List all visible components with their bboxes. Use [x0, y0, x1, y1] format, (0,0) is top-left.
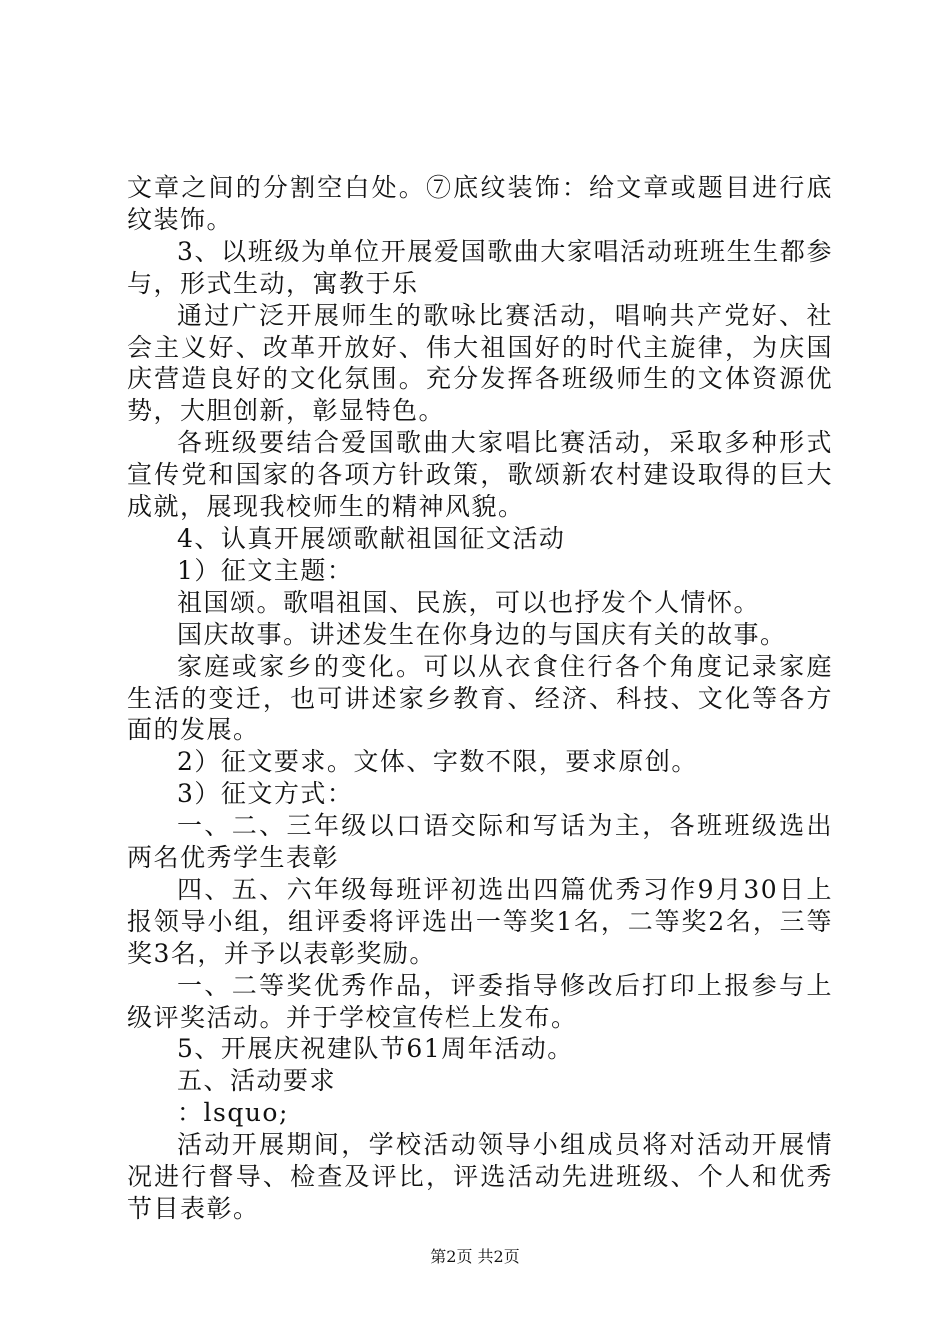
paragraph: 3、以班级为单位开展爱国歌曲大家唱活动班班生生都参与，形式生动，寓教于乐 — [127, 236, 833, 298]
paragraph: 1）征文主题： — [177, 555, 354, 585]
paragraph: 2）征文要求。文体、字数不限，要求原创。 — [177, 747, 698, 777]
paragraph: 祖国颂。歌唱祖国、民族，可以也抒发个人情怀。 — [177, 587, 761, 617]
paragraph: 家庭或家乡的变化。可以从衣食住行各个角度记录家庭生活的变迁，也可讲述家乡教育、经济、科技、文化等各方面的发展。 — [127, 651, 833, 745]
paragraph: ：lsquo; — [177, 1098, 289, 1128]
paragraph: 五、活动要求 — [177, 1066, 337, 1096]
paragraph: 文章之间的分割空白处。⑦底纹装饰：给文章或题目进行底纹装饰。 — [127, 173, 833, 234]
paragraph: 一、二等奖优秀作品，评委指导修改后打印上报参与上级评奖活动。并于学校宣传栏上发布。 — [127, 970, 833, 1032]
paragraph: 3）征文方式： — [177, 779, 354, 809]
paragraph: 四、五、六年级每班评初选出四篇优秀习作9月30日上报领导小组，组评委将评选出一等奖1名，二等奖2名，三等奖3名，并予以表彰奖励。 — [127, 874, 833, 968]
paragraph: 各班级要结合爱国歌曲大家唱比赛活动，采取多种形式宣传党和国家的各项方针政策，歌颂新农村建设取得的巨大成就，展现我校师生的精神风貌。 — [127, 428, 833, 522]
document-body — [127, 172, 833, 1225]
paragraph: 4、认真开展颂歌献祖国征文活动 — [177, 523, 566, 553]
paragraph: 国庆故事。讲述发生在你身边的与国庆有关的故事。 — [177, 619, 787, 649]
paragraph: 通过广泛开展师生的歌咏比赛活动，唱响共产党好、社会主义好、改革开放好、伟大祖国好的时代主旋律，为庆国庆营造良好的文化氛围。充分发挥各班级师生的文体资源优势，大胆创新，彰显特色。 — [127, 300, 833, 426]
paragraph: 活动开展期间，学校活动领导小组成员将对活动开展情况进行督导、检查及评比，评选活动先进班级、个人和优秀节目表彰。 — [127, 1130, 833, 1223]
page-footer: 第2页 共2页 — [430, 1247, 520, 1266]
paragraph: 5、开展庆祝建队节61周年活动。 — [177, 1034, 574, 1064]
paragraph: 一、二、三年级以口语交际和写话为主，各班班级选出两名优秀学生表彰 — [127, 811, 833, 873]
